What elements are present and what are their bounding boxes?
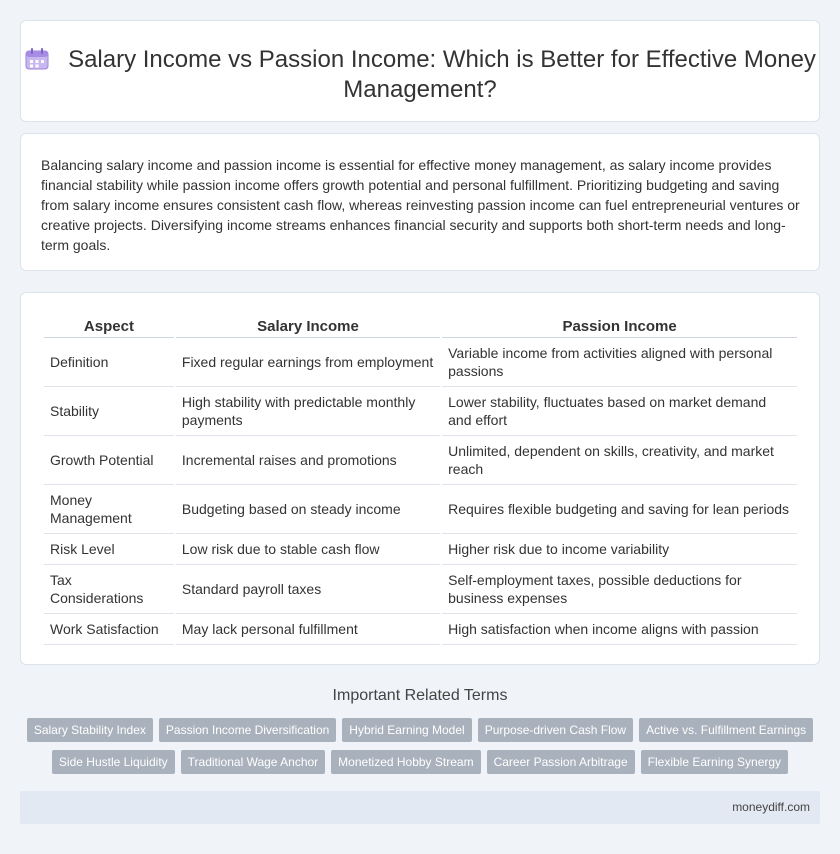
tag-row [20, 750, 820, 774]
aspect-cell: Money Management [44, 485, 174, 534]
passion-cell: High satisfaction when income aligns with passion [442, 614, 797, 645]
calendar-icon [24, 47, 50, 71]
term-tag[interactable]: Hybrid Earning Model [342, 718, 471, 742]
term-tag[interactable]: Career Passion Arbitrage [487, 750, 635, 774]
intro-paragraph: Balancing salary income and passion income is essential for effective money management, as salary income provides financial stability while passion income offers growth potential and personal fulfillment. Prioritizing budgeting and saving from salary income ensures consistent cash flow, whereas reinvesting passion income can fuel entrepreneurial ventures or creative projects. Diversifying income streams enhances financial security and supports both short-term needs and long-term goals. [41, 157, 800, 253]
table-row [44, 338, 797, 387]
term-tag[interactable]: Salary Stability Index [27, 718, 153, 742]
comparison-card [20, 292, 820, 665]
aspect-cell: Tax Considerations [44, 565, 174, 614]
term-tag[interactable]: Passion Income Diversification [159, 718, 336, 742]
table-row [44, 387, 797, 436]
aspect-cell: Risk Level [44, 534, 174, 565]
salary-cell: Low risk due to stable cash flow [176, 534, 440, 565]
passion-cell: Variable income from activities aligned with personal passions [442, 338, 797, 387]
aspect-cell: Definition [44, 338, 174, 387]
salary-cell: Fixed regular earnings from employment [176, 338, 440, 387]
intro-card [20, 133, 820, 271]
term-tag[interactable]: Purpose-driven Cash Flow [478, 718, 633, 742]
salary-cell: Standard payroll taxes [176, 565, 440, 614]
page-title [21, 45, 819, 105]
term-tag[interactable]: Side Hustle Liquidity [52, 750, 175, 774]
passion-cell: Self-employment taxes, possible deductions for business expenses [442, 565, 797, 614]
passion-cell: Unlimited, dependent on skills, creativity, and market reach [442, 436, 797, 485]
term-tag[interactable]: Traditional Wage Anchor [181, 750, 326, 774]
header-passion-income: Passion Income [442, 310, 797, 338]
aspect-cell: Work Satisfaction [44, 614, 174, 645]
salary-cell: Budgeting based on steady income [176, 485, 440, 534]
table-row [44, 485, 797, 534]
aspect-cell: Growth Potential [44, 436, 174, 485]
header-card [20, 20, 820, 122]
header-salary-income: Salary Income [176, 310, 440, 338]
table-row [44, 565, 797, 614]
salary-cell: High stability with predictable monthly payments [176, 387, 440, 436]
table-header-row [44, 310, 797, 338]
passion-cell: Requires flexible budgeting and saving for lean periods [442, 485, 797, 534]
tag-row [20, 718, 820, 742]
table-row [44, 436, 797, 485]
site-name[interactable]: moneydiff.com [732, 800, 810, 814]
related-terms-list [20, 718, 820, 782]
related-terms-title: Important Related Terms [332, 687, 508, 704]
term-tag[interactable]: Flexible Earning Synergy [641, 750, 788, 774]
term-tag[interactable]: Monetized Hobby Stream [331, 750, 480, 774]
table-row [44, 614, 797, 645]
salary-cell: May lack personal fulfillment [176, 614, 440, 645]
footer [20, 791, 820, 824]
header-aspect: Aspect [44, 310, 174, 338]
comparison-table [42, 310, 799, 645]
table-row [44, 534, 797, 565]
passion-cell: Lower stability, fluctuates based on market demand and effort [442, 387, 797, 436]
passion-cell: Higher risk due to income variability [442, 534, 797, 565]
page-title-text: Salary Income vs Passion Income: Which is Better for Effective Money Management? [68, 46, 816, 103]
term-tag[interactable]: Active vs. Fulfillment Earnings [639, 718, 813, 742]
aspect-cell: Stability [44, 387, 174, 436]
salary-cell: Incremental raises and promotions [176, 436, 440, 485]
